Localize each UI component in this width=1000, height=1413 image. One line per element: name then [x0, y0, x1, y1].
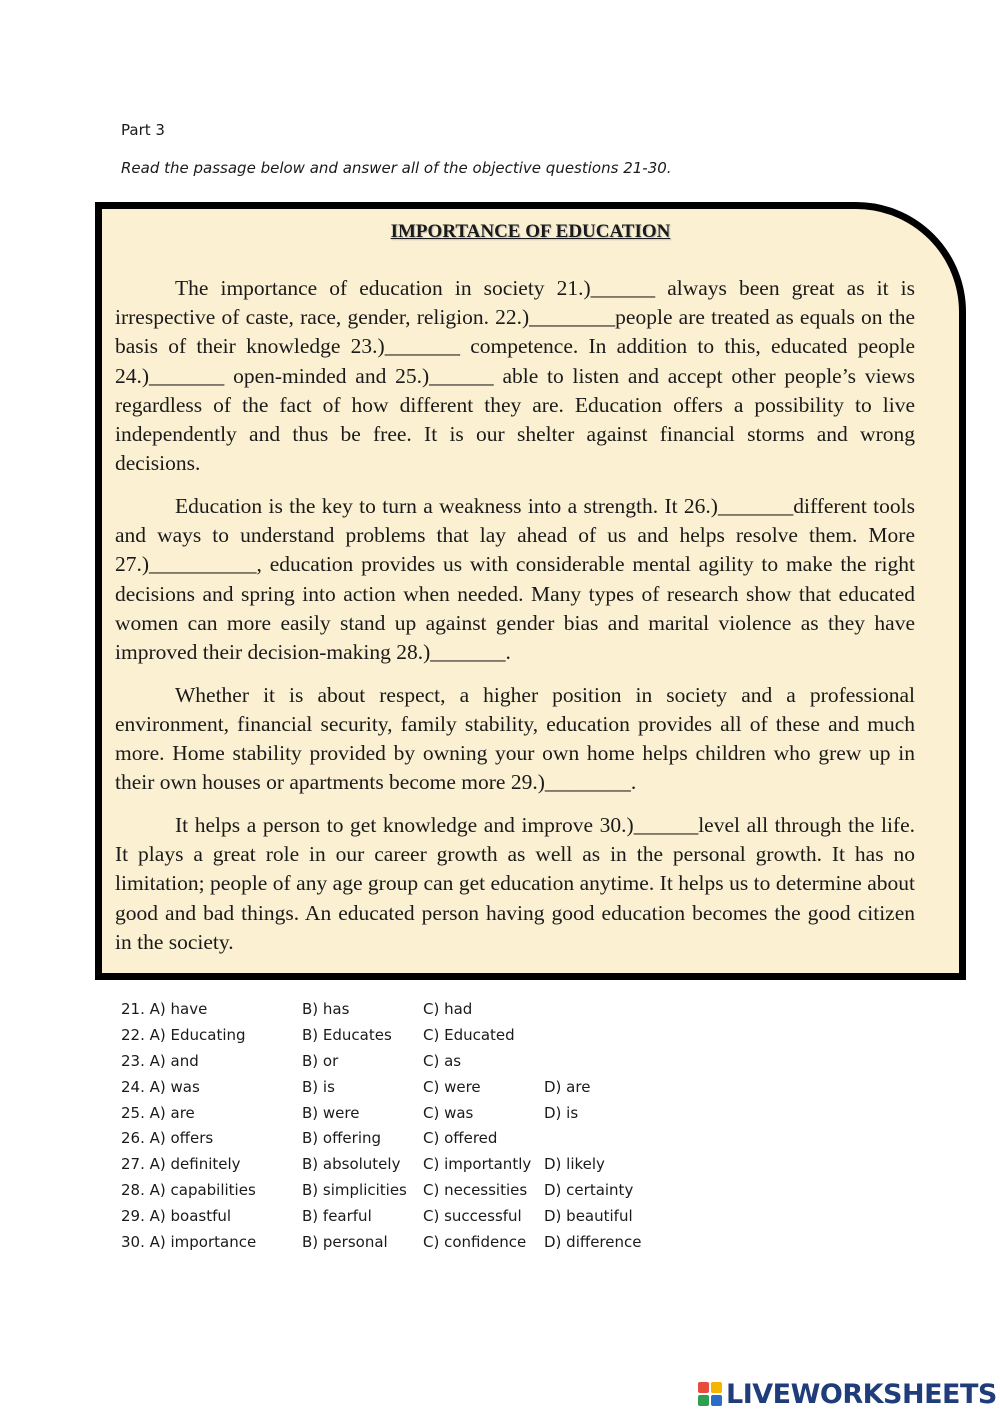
passage-paragraph: The importance of education in society 21.)______ always been great as it is irrespective of caste, race, gender, religion. 22.)________people are treated as equals on the basis of their knowledge 23.)_______ competence. In addition to this, educated people 24.)_______ open-minded and 25.)______ able to listen and accept other people’s views regardless of the fact of how different they are. Education offers a possibility to live independently and thus be free. It is our shelter against financial storms and wrong decisions.	[115, 276, 915, 476]
logo-square	[711, 1382, 722, 1393]
logo-mark-icon	[698, 1382, 722, 1406]
option-c[interactable]: C) offered	[423, 1129, 498, 1148]
option-c[interactable]: C) had	[423, 1000, 473, 1018]
passage-box	[95, 202, 966, 980]
option-c[interactable]: C) necessities	[423, 1181, 528, 1200]
logo-square	[698, 1395, 709, 1406]
option-a[interactable]: 27. A) definitely	[121, 1155, 241, 1174]
option-d[interactable]: D) are	[544, 1077, 591, 1096]
option-d[interactable]: D) certainty	[544, 1181, 634, 1200]
option-b[interactable]: B) simplicities	[302, 1181, 407, 1200]
option-a[interactable]: 22. A) Educating	[121, 1025, 246, 1044]
logo-square	[711, 1395, 722, 1406]
option-c[interactable]: C) was	[423, 1103, 474, 1122]
option-b[interactable]: B) fearful	[302, 1207, 372, 1226]
option-b[interactable]: B) were	[302, 1103, 360, 1122]
option-d[interactable]: D) likely	[544, 1155, 605, 1174]
option-b[interactable]: B) has	[302, 1000, 350, 1018]
option-d[interactable]: D) beautiful	[544, 1207, 633, 1226]
option-a[interactable]: 25. A) are	[121, 1103, 195, 1122]
option-c[interactable]: C) as	[423, 1051, 462, 1070]
instruction-text: Read the passage below and answer all of the objective questions 21-30.	[121, 159, 672, 177]
option-d[interactable]: D) difference	[544, 1233, 642, 1252]
logo-square	[698, 1382, 709, 1393]
option-d[interactable]: D) is	[544, 1103, 579, 1122]
option-b[interactable]: B) is	[302, 1077, 335, 1096]
passage-body	[115, 274, 915, 970]
option-c[interactable]: C) successful	[423, 1207, 522, 1226]
passage-title: IMPORTANCE OF EDUCATION	[390, 221, 671, 242]
option-a[interactable]: 23. A) and	[121, 1051, 199, 1070]
option-b[interactable]: B) absolutely	[302, 1155, 401, 1174]
part-label: Part 3	[121, 121, 165, 139]
option-a[interactable]: 24. A) was	[121, 1077, 200, 1096]
option-b[interactable]: B) personal	[302, 1233, 388, 1252]
option-a[interactable]: 29. A) boastful	[121, 1207, 232, 1226]
option-a[interactable]: 26. A) offers	[121, 1129, 214, 1148]
option-b[interactable]: B) or	[302, 1051, 339, 1070]
logo-text: LIVEWORKSHEETS	[726, 1378, 997, 1410]
liveworksheets-logo	[698, 1378, 997, 1410]
option-c[interactable]: C) importantly	[423, 1155, 532, 1174]
option-b[interactable]: B) offering	[302, 1129, 382, 1148]
option-c[interactable]: C) confidence	[423, 1233, 527, 1252]
passage-paragraph: It helps a person to get knowledge and improve 30.)______level all through the life. It plays a great role in our career growth as well as in the personal growth. It has no limitation; people of any age group can get education anytime. It helps us to determine about good and bad things. An educated person having good education becomes the good citizen in the society.	[115, 812, 915, 954]
option-b[interactable]: B) Educates	[302, 1025, 392, 1044]
passage-paragraph: Education is the key to turn a weakness into a strength. It 26.)_______different tools and ways to understand problems that lay ahead of us and helps resolve them. More 27.)__________, education provides us with considerable mental agility to make the right decisions and spring into action when needed. Many types of research show that educated women can more easily stand up against gender bias and marital violence as they have improved their decision-making 28.)_______.	[115, 493, 915, 664]
option-a[interactable]: 28. A) capabilities	[121, 1181, 256, 1200]
option-a[interactable]: 21. A) have	[121, 1000, 208, 1018]
option-a[interactable]: 30. A) importance	[121, 1233, 257, 1252]
option-c[interactable]: C) were	[423, 1077, 481, 1096]
option-c[interactable]: C) Educated	[423, 1025, 515, 1044]
passage-paragraph: Whether it is about respect, a higher position in society and a professional environment, financial security, family stability, education provides all of these and much more. Home stability provided by owning your own home helps children who grew up in their own houses or apartments become more 29.)________.	[115, 682, 915, 795]
